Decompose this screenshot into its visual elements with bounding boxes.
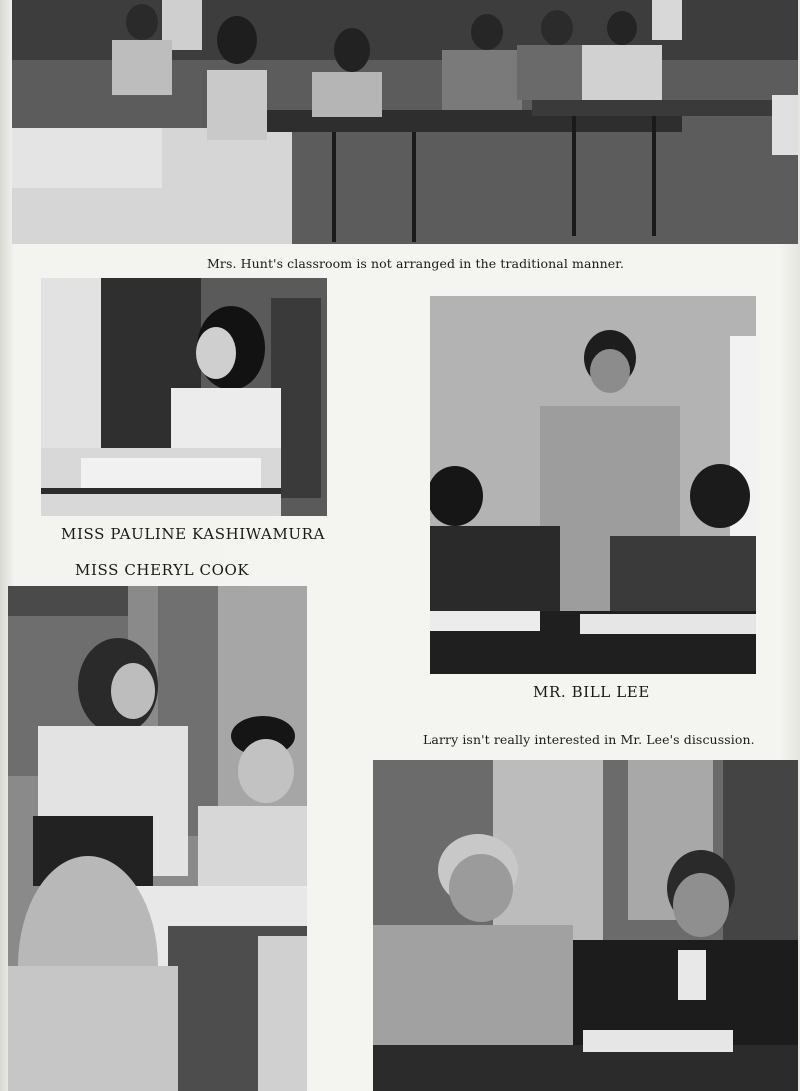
student-and-teacher-discussion-photo — [373, 760, 798, 1091]
classroom-photo — [12, 0, 798, 244]
classroom-caption: Mrs. Hunt's classroom is not arranged in the traditional manner. — [207, 256, 625, 271]
teacher-with-students-photo — [430, 296, 756, 674]
cook-caption: MISS CHERYL COOK — [75, 561, 250, 579]
lee-caption: MR. BILL LEE — [533, 683, 650, 701]
teacher-at-desk-photo — [41, 278, 327, 516]
larry-caption: Larry isn't really interested in Mr. Lee's discussion. — [423, 732, 755, 747]
teacher-helping-student-photo — [8, 586, 307, 1091]
kashiwamura-caption: MISS PAULINE KASHIWAMURA — [61, 525, 326, 543]
